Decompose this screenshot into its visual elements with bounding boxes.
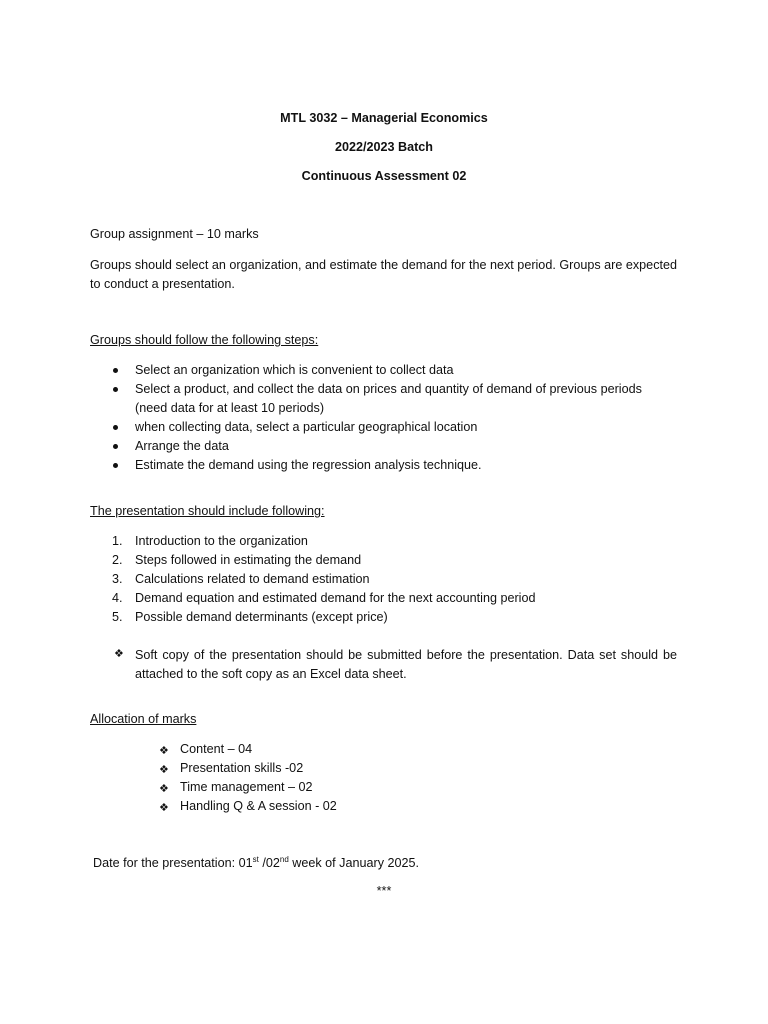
diamond-bullet-icon: ❖ [159,801,169,814]
date-sup-second: nd [279,854,289,864]
list-item [112,456,677,475]
presentation-date [93,856,419,870]
mark-item-text: Presentation skills -02 [180,761,304,775]
mark-item-text: Time management – 02 [180,780,313,794]
list-item [157,778,557,797]
item-number: 2. [112,553,123,567]
assessment-title: Continuous Assessment 02 [301,169,467,183]
item-text: Calculations related to demand estimation [135,572,370,586]
item-text: Demand equation and estimated demand for the next accounting period [135,591,536,605]
list-item [112,589,677,608]
list-item [112,418,677,437]
presentation-heading: The presentation should include following: [90,504,325,518]
step-text: when collecting data, select a particular geographical location [135,420,478,434]
item-number: 4. [112,591,123,605]
intro-paragraph: Groups should select an organization, and estimate the demand for the next period. Groups are expected to conduct a presentation. [90,258,677,291]
bullet-icon [113,387,118,392]
list-item [112,570,677,589]
date-sup-first: st [252,854,259,864]
list-item [157,759,557,778]
date-suffix: week of January 2025. [288,856,419,870]
item-number: 1. [112,534,123,548]
bullet-icon [113,444,118,449]
bullet-icon [113,425,118,430]
diamond-bullet-icon: ❖ [159,744,169,757]
bullet-icon [113,368,118,373]
mark-item-text: Handling Q & A session - 02 [180,799,337,813]
list-item [112,551,677,570]
list-item [112,608,677,627]
list-item [157,797,557,816]
list-item [112,532,677,551]
presentation-list [112,532,677,627]
marks-heading: Allocation of marks [90,712,197,726]
step-text: Select a product, and collect the data on prices and quantity of demand of previous periods (need data for at least 10 periods) [135,382,642,415]
soft-copy-note [112,646,677,684]
item-text: Introduction to the organization [135,534,308,548]
list-item [112,361,677,380]
item-number: 5. [112,610,123,624]
soft-copy-text: Soft copy of the presentation should be submitted before the presentation. Data set should be attached to the soft copy as an Excel data sheet. [135,648,677,681]
diamond-bullet-icon: ❖ [159,782,169,795]
diamond-bullet-icon: ❖ [159,763,169,776]
steps-heading: Groups should follow the following steps: [90,333,319,347]
list-item [157,740,557,759]
date-middle: /02 [258,856,280,870]
diamond-bullet-icon: ❖ [114,647,124,660]
end-mark: *** [376,884,392,898]
steps-list [112,361,677,475]
batch-title: 2022/2023 Batch [334,140,434,154]
item-number: 3. [112,572,123,586]
step-text: Select an organization which is convenient to collect data [135,363,454,377]
marks-list [157,740,557,816]
date-prefix: Date for the presentation: 01 [93,856,253,870]
list-item [112,437,677,456]
bullet-icon [113,463,118,468]
step-text: Estimate the demand using the regression analysis technique. [135,458,482,472]
step-text: Arrange the data [135,439,229,453]
course-title: MTL 3032 – Managerial Economics [280,111,488,125]
list-item [112,380,665,418]
mark-item-text: Content – 04 [180,742,253,756]
item-text: Possible demand determinants (except price) [135,610,388,624]
group-assignment-line: Group assignment – 10 marks [90,227,259,241]
item-text: Steps followed in estimating the demand [135,553,362,567]
